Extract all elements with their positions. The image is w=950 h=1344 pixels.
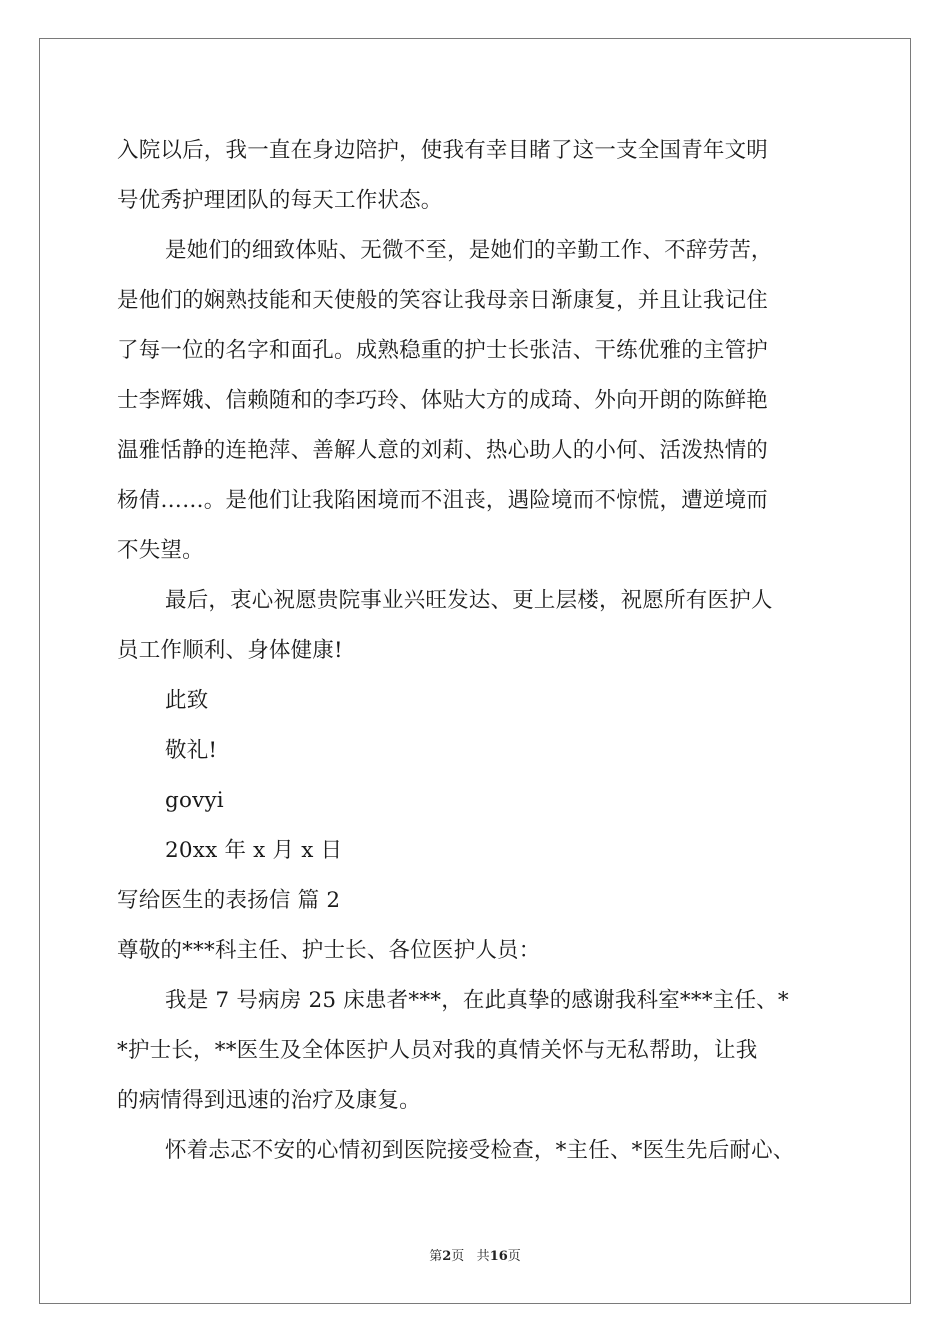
section-heading: 写给医生的表扬信 篇 2 [117,888,341,913]
page-footer [0,1245,950,1264]
signature-name: govyi [165,788,224,813]
footer-prefix: 第 [429,1249,443,1264]
text-line: 号优秀护理团队的每天工作状态。 [117,188,443,213]
text-line: 最后，衷心祝愿贵院事业兴旺发达、更上层楼，祝愿所有医护人 [165,588,773,613]
text-line: 是他们的娴熟技能和天使般的笑容让我母亲日渐康复，并且让我记住 [117,288,769,313]
text-line: 我是 7 号病房 25 床患者***，在此真挚的感谢我科室***主任、* [165,988,789,1013]
text-line: 入院以后，我一直在身边陪护，使我有幸目睹了这一支全国青年文明 [117,138,769,163]
text-line: 杨倩……。是他们让我陷困境而不沮丧，遇险境而不惊慌，遭逆境而 [117,488,769,513]
text-line: 不失望。 [117,538,204,563]
text-line: *护士长，**医生及全体医护人员对我的真情关怀与无私帮助，让我 [117,1038,758,1063]
total-page-count: 16 [489,1249,508,1264]
text-line: 士李辉娥、信赖随和的李巧玲、体贴大方的成琦、外向开朗的陈鲜艳 [117,388,769,413]
closing-regards: 敬礼! [165,738,218,763]
letter-greeting: 尊敬的***科主任、护士长、各位医护人员： [117,938,541,963]
closing-salutation: 此致 [165,688,209,713]
text-line: 是她们的细致体贴、无微不至，是她们的辛勤工作、不辞劳苦， [165,238,773,263]
text-line: 了每一位的名字和面孔。成熟稳重的护士长张洁、干练优雅的主管护 [117,338,769,363]
current-page-number: 2 [442,1249,452,1264]
text-line: 怀着忐忑不安的心情初到医院接受检查，*主任、*医生先后耐心、 [165,1138,795,1163]
signature-date: 20xx 年 x 月 x 日 [165,838,343,863]
footer-total-prefix: 共 [476,1249,490,1264]
text-line: 的病情得到迅速的治疗及康复。 [117,1088,421,1113]
text-line: 员工作顺利、身体健康! [117,638,343,663]
footer-total-suffix: 页 [507,1249,521,1264]
text-line: 温雅恬静的连艳萍、善解人意的刘莉、热心助人的小何、活泼热情的 [117,438,769,463]
footer-page-suffix: 页 [451,1249,465,1264]
